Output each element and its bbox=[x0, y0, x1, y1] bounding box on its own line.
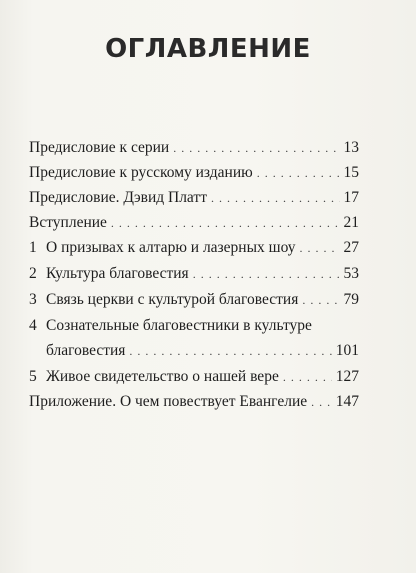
toc-entry-title: Культура благовестия bbox=[46, 265, 189, 282]
toc-entry[interactable] bbox=[29, 392, 359, 411]
toc-entry[interactable] bbox=[29, 163, 359, 182]
toc-page-number: 17 bbox=[343, 189, 359, 206]
dot-leader bbox=[283, 368, 332, 387]
toc-entry[interactable] bbox=[29, 188, 359, 207]
toc-page-number: 127 bbox=[335, 368, 359, 385]
dot-leader bbox=[257, 164, 340, 183]
chapter-number: 5 bbox=[29, 368, 37, 385]
chapter-number: 4 bbox=[29, 317, 37, 334]
toc-page-number: 53 bbox=[343, 265, 359, 282]
toc-entry-title: Живое свидетельство о нашей вере bbox=[46, 368, 279, 385]
toc-page-number: 147 bbox=[335, 393, 359, 410]
toc-entry[interactable] bbox=[29, 264, 359, 283]
toc-entry-title: Связь церкви с культурой благовестия bbox=[46, 291, 299, 308]
toc-entry[interactable] bbox=[29, 138, 359, 157]
toc-entry-title: Вступление bbox=[29, 214, 107, 231]
toc-entry-title-continued: благовестия bbox=[46, 342, 126, 359]
toc-entry-title: Предисловие к русскому изданию bbox=[29, 164, 253, 181]
dot-leader bbox=[211, 189, 340, 208]
dot-leader bbox=[299, 239, 339, 258]
page-title: ОГЛАВЛЕНИЕ bbox=[105, 34, 311, 64]
dot-leader bbox=[129, 342, 331, 361]
dot-leader bbox=[302, 291, 339, 310]
toc-page-number: 13 bbox=[343, 139, 359, 156]
toc-entry-title: Предисловие. Дэвид Платт bbox=[29, 189, 207, 206]
toc-entry[interactable] bbox=[29, 316, 359, 360]
toc-entry[interactable] bbox=[29, 367, 359, 386]
chapter-number: 3 bbox=[29, 291, 37, 308]
toc-entry-title: О призывах к алтарю и лазерных шоу bbox=[46, 239, 296, 256]
toc-entry[interactable] bbox=[29, 238, 359, 257]
toc-page-number: 101 bbox=[335, 342, 359, 359]
dot-leader bbox=[193, 265, 340, 284]
dot-leader bbox=[111, 214, 340, 233]
toc-page-number: 27 bbox=[343, 239, 359, 256]
toc-entry[interactable] bbox=[29, 290, 359, 309]
chapter-number: 1 bbox=[29, 239, 37, 256]
toc-entry-title: Предисловие к серии bbox=[29, 139, 170, 156]
toc-entry-title: Приложение. О чем повествует Евангелие bbox=[29, 393, 308, 410]
dot-leader bbox=[173, 139, 339, 158]
chapter-number: 2 bbox=[29, 265, 37, 282]
toc-page-number: 21 bbox=[343, 214, 359, 231]
toc-entry-title: Сознательные благовестники в культуре bbox=[46, 317, 312, 334]
toc-entry[interactable] bbox=[29, 213, 359, 232]
dot-leader bbox=[311, 393, 332, 412]
toc-page-number: 79 bbox=[343, 291, 359, 308]
toc-page-number: 15 bbox=[343, 164, 359, 181]
